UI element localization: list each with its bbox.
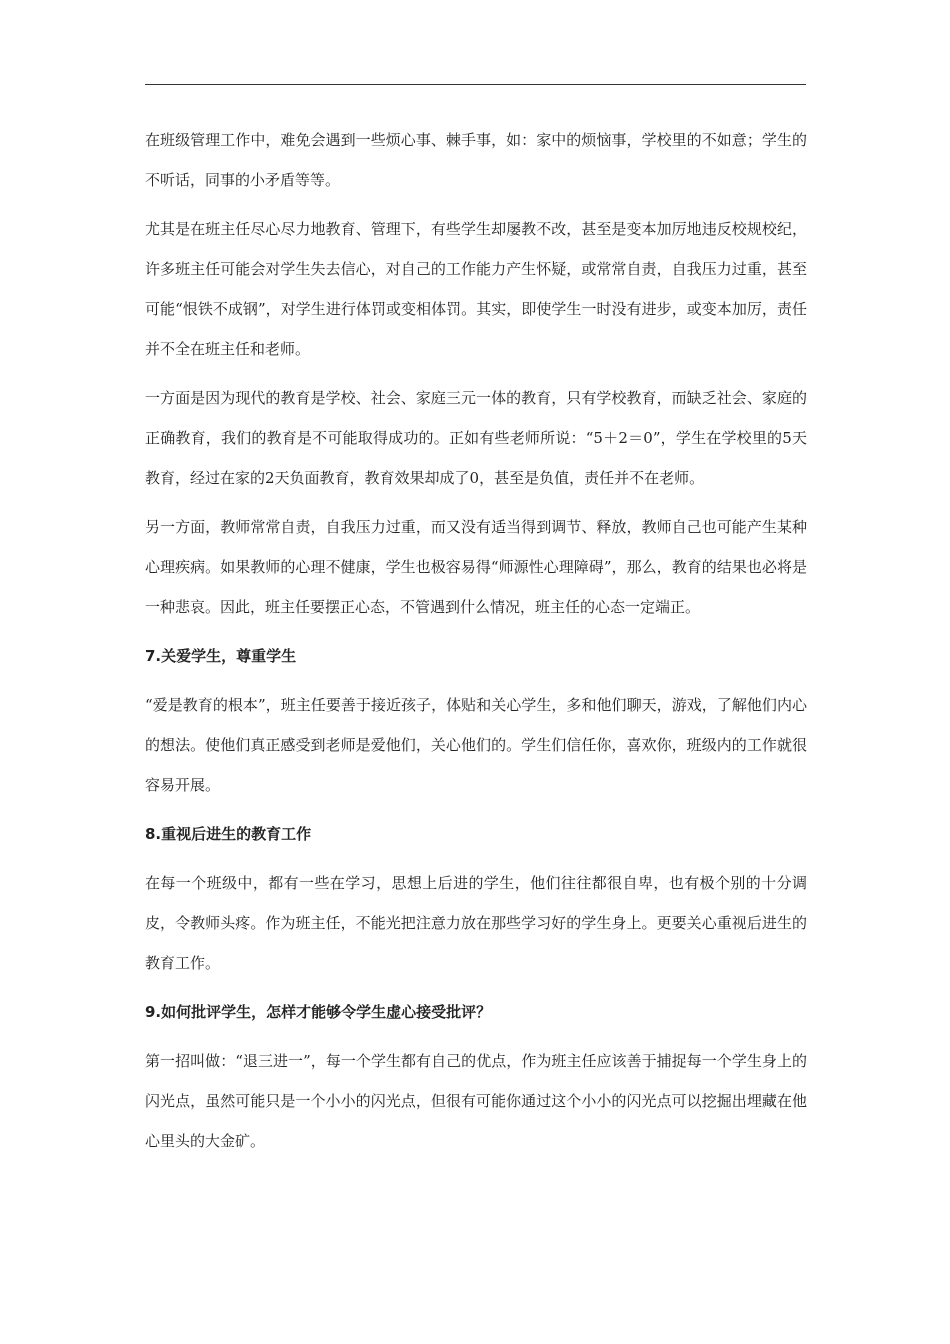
section-heading: 8.重视后进生的教育工作	[145, 825, 312, 843]
paragraph: 在每一个班级中，都有一些在学习，思想上后进的学生，他们往往都很自卑，也有极个别的十分调皮，令教师头疼。作为班主任，不能光把注意力放在那些学习好的学生身上。更要关心重视后进生的教育工作。	[145, 874, 807, 972]
paragraph: 在班级管理工作中，难免会遇到一些烦心事、棘手事，如：家中的烦恼事，学校里的不如意；学生的不听话，同事的小矛盾等等。	[145, 131, 807, 189]
paragraph: 第一招叫做：“退三进一”，每一个学生都有自己的优点，作为班主任应该善于捕捉每一个学生身上的闪光点，虽然可能只是一个小小的闪光点，但很有可能你通过这个小小的闪光点可以挖掘出埋藏在他心里头的大金矿。	[145, 1052, 807, 1150]
document-body	[145, 120, 807, 1170]
header-rule	[145, 84, 806, 85]
paragraph: 另一方面，教师常常自责，自我压力过重，而又没有适当得到调节、释放，教师自己也可能产生某种心理疾病。如果教师的心理不健康，学生也极容易得“师源性心理障碍”，那么，教育的结果也必将是一种悲哀。因此，班主任要摆正心态，不管遇到什么情况，班主任的心态一定端正。	[145, 518, 807, 616]
paragraph: 一方面是因为现代的教育是学校、社会、家庭三元一体的教育，只有学校教育，而缺乏社会、家庭的正确教育，我们的教育是不可能取得成功的。正如有些老师所说：“5＋2＝0”，学生在学校里的5天教育，经过在家的2天负面教育，教育效果却成了0，甚至是负值，责任并不在老师。	[145, 389, 807, 487]
paragraph: “爱是教育的根本”，班主任要善于接近孩子，体贴和关心学生，多和他们聊天，游戏，了解他们内心的想法。使他们真正感受到老师是爱他们，关心他们的。学生们信任你，喜欢你，班级内的工作就很容易开展。	[145, 696, 807, 794]
section-heading: 7.关爱学生，尊重学生	[145, 647, 297, 665]
paragraph: 尤其是在班主任尽心尽力地教育、管理下，有些学生却屡教不改，甚至是变本加厉地违反校规校纪，许多班主任可能会对学生失去信心，对自己的工作能力产生怀疑，或常常自责，自我压力过重，甚至可能“恨铁不成钢”，对学生进行体罚或变相体罚。其实，即使学生一时没有进步，或变本加厉，责任并不全在班主任和老师。	[145, 220, 807, 358]
section-heading: 9.如何批评学生，怎样才能够令学生虚心接受批评？	[145, 1003, 492, 1021]
